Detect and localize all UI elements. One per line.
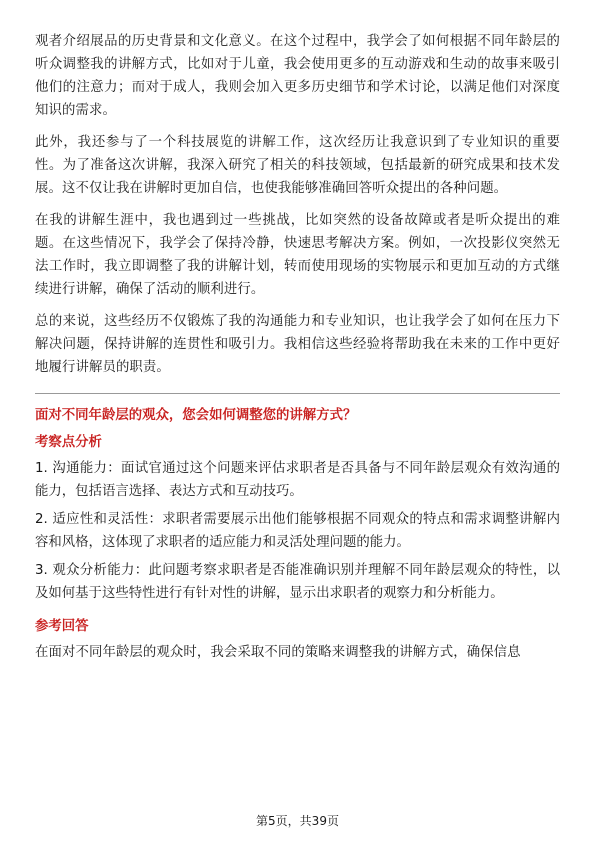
body-paragraph-2: 此外，我还参与了一个科技展览的讲解工作，这次经历让我意识到了专业知识的重要性。为了准备这次讲解，我深入研究了相关的科技领域，包括最新的研究成果和技术发展。这不仅让我在讲解时更加自信，也使我能够准确回答听众提出的各种问题。	[35, 135, 560, 196]
analysis-heading: 考察点分析	[35, 435, 102, 450]
page-content	[35, 30, 560, 664]
analysis-point-1: 1. 沟通能力：面试官通过这个问题来评估求职者是否具备与不同年龄层观众有效沟通的能力，包括语言选择、表达方式和互动技巧。	[35, 461, 560, 499]
body-paragraph-4: 总的来说，这些经历不仅锻炼了我的沟通能力和专业知识，也让我学会了如何在压力下解决问题，保持讲解的连贯性和吸引力。我相信这些经验将帮助我在未来的工作中更好地履行讲解员的职责。	[35, 314, 560, 375]
answer-heading: 参考回答	[35, 619, 89, 634]
analysis-point-3: 3. 观众分析能力：此问题考察求职者是否能准确识别并理解不同年龄层观众的特性，以及如何基于这些特性进行有针对性的讲解，显示出求职者的观察力和分析能力。	[35, 563, 560, 601]
analysis-point-2: 2. 适应性和灵活性：求职者需要展示出他们能够根据不同观众的特点和需求调整讲解内容和风格，这体现了求职者的适应能力和灵活处理问题的能力。	[35, 512, 560, 550]
section-divider	[35, 393, 560, 394]
body-paragraph-3: 在我的讲解生涯中，我也遇到过一些挑战，比如突然的设备故障或者是听众提出的难题。在这些情况下，我学会了保持冷静，快速思考解决方案。例如，一次投影仪突然无法工作时，我立即调整了我的讲解计划，转而使用现场的实物展示和更加互动的方式继续进行讲解，确保了活动的顺利进行。	[35, 213, 560, 297]
answer-text: 在面对不同年龄层的观众时，我会采取不同的策略来调整我的讲解方式，确保信息	[35, 645, 521, 660]
page-number-footer: 第5页，共39页	[256, 814, 339, 828]
interview-question: 面对不同年龄层的观众，您会如何调整您的讲解方式？	[35, 408, 357, 423]
body-paragraph-1: 观者介绍展品的历史背景和文化意义。在这个过程中，我学会了如何根据不同年龄层的听众调整我的讲解方式，比如对于儿童，我会使用更多的互动游戏和生动的故事来吸引他们的注意力；而对于成人，我则会加入更多历史细节和学术讨论，以满足他们对深度知识的需求。	[35, 34, 560, 118]
